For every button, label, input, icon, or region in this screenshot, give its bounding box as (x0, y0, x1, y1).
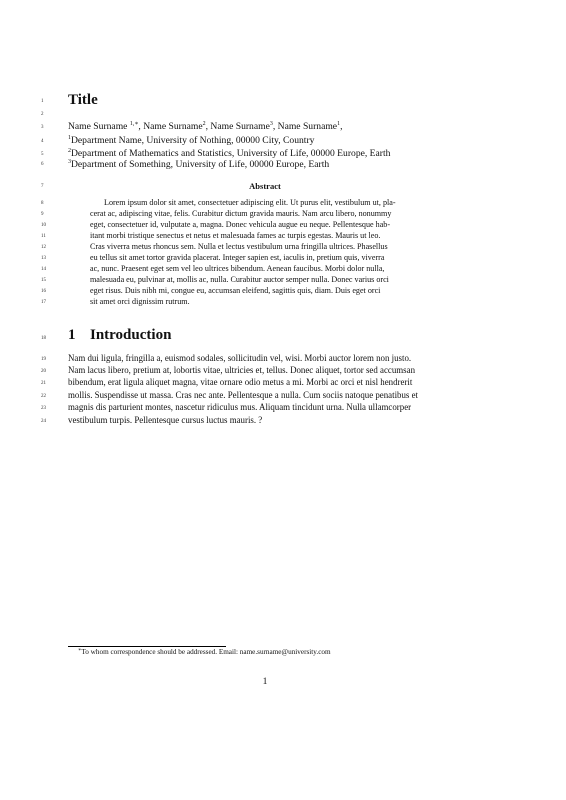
line-number: 13 (41, 256, 46, 261)
author-name: Name Surname (277, 121, 338, 132)
page-number: 1 (262, 676, 268, 687)
line-number: 20 (41, 369, 46, 374)
abstract-line: Cras viverra metus rhoncus sem. Nulla et lectus vestibulum urna fringilla ultrices. Phasellus (90, 242, 388, 251)
section-title: Introduction (90, 327, 172, 343)
line-number: 15 (41, 278, 46, 283)
line-number: 11 (41, 234, 46, 239)
body-line: mollis. Suspendisse ut massa. Cras nec ante. Pellentesque a nulla. Cum sociis natoque penatibus et (68, 390, 419, 400)
section-number: 1 (68, 327, 76, 343)
body-line: Nam dui ligula, fringilla a, euismod sodales, sollicitudin vel, wisi. Morbi auctor lorem non justo. (68, 353, 412, 363)
author-name: Name Surname (68, 121, 128, 132)
affiliation: $^3$Department of Something, University of Life, 00000 Europe, Earth (68, 159, 330, 170)
paper-title: Title (68, 92, 98, 108)
abstract-line: eget risus. Duis nibh mi, congue eu, accumsan eleifend, sagittis quis, diam. Duis eget orci (90, 286, 381, 295)
footnote: ∗To whom correspondence should be addressed. Email: name.surname@university.com (78, 648, 331, 656)
line-number: 1 (41, 99, 44, 104)
line-number: 9 (41, 212, 44, 217)
author-affiliation-mark: 1 (337, 121, 341, 127)
abstract-line: malesuada eu, pulvinar at, mollis ac, nulla. Curabitur auctor semper nulla. Donec varius orci (90, 275, 389, 284)
affiliation: $^1$Department Name, University of Nothing, 00000 City, Country (68, 135, 315, 146)
section-heading (68, 327, 171, 344)
body-line: bibendum, erat ligula aliquet magna, vitae ornare odio metus a mi. Morbi ac orci et nisl hendrerit (68, 377, 413, 387)
line-number: 22 (41, 394, 46, 399)
body-line: vestibulum turpis. Pellentesque cursus luctus mauris. ? (68, 415, 263, 425)
body-line: magnis dis parturient montes, nascetur ridiculus mus. Aliquam tincidunt urna. Nulla ullamcorper (68, 402, 412, 412)
line-number: 3 (41, 125, 44, 130)
abstract-line: Lorem ipsum dolor sit amet, consectetuer adipiscing elit. Ut purus elit, vestibulum ut, pla- (104, 198, 396, 207)
affiliation: $^2$Department of Mathematics and Statistics, University of Life, 00000 Europe, Earth (68, 148, 391, 159)
affiliation-mark: 1 (68, 135, 71, 141)
line-number: 16 (41, 289, 46, 294)
line-number: 5 (41, 152, 44, 157)
line-number: 4 (41, 139, 44, 144)
affiliation-mark: 2 (68, 148, 71, 154)
body-line: Nam lacus libero, pretium at, lobortis vitae, ultricies et, tellus. Donec aliquet, tortor sed accumsan (68, 365, 416, 375)
line-number: 6 (41, 162, 44, 167)
line-number: 8 (41, 201, 44, 206)
abstract-line: sit amet orci dignissim rutrum. (90, 297, 190, 306)
abstract-line: eget, consectetuer id, vulputate a, magna. Donec vehicula augue eu neque. Pellentesque hab- (90, 220, 391, 229)
affiliation-mark: 3 (68, 159, 71, 165)
line-number: 18 (41, 336, 46, 341)
line-number: 14 (41, 267, 46, 272)
abstract-line: ac, nunc. Praesent eget sem vel leo ultrices bibendum. Aenean faucibus. Morbi dolor nulla, (90, 264, 385, 273)
author-affiliation-mark: 3 (269, 121, 273, 127)
author-list: Name Surname $^{1,∗}$, Name Surname$^2$, Name Surname$^3$, Name Surname$^1$, (68, 121, 343, 132)
author-affiliation-mark: 1,∗ (129, 121, 139, 127)
abstract-line: eu tellus sit amet tortor gravida placerat. Integer sapien est, iaculis in, pretium quis, viverra (90, 253, 385, 262)
abstract-line: itant morbi tristique senectus et netus et malesuada fames ac turpis egestas. Mauris ut leo. (90, 231, 381, 240)
line-number: 21 (41, 381, 46, 386)
footnote-rule (68, 646, 226, 647)
line-number: 23 (41, 406, 46, 411)
author-name: Name Surname (210, 121, 270, 132)
line-number: 7 (41, 184, 44, 189)
abstract-heading: Abstract (249, 181, 281, 191)
abstract-line: cerat ac, adipiscing vitae, felis. Curabitur dictum gravida mauris. Nam arcu libero, nonummy (90, 209, 392, 218)
footnote-mark: ∗ (78, 648, 82, 653)
line-number: 10 (41, 223, 46, 228)
line-number: 12 (41, 245, 46, 250)
line-number: 19 (41, 357, 46, 362)
line-number: 2 (41, 112, 44, 117)
author-affiliation-mark: 2 (202, 121, 206, 127)
line-number: 24 (41, 419, 46, 424)
line-number: 17 (41, 300, 46, 305)
author-name: Name Surname (143, 121, 203, 132)
